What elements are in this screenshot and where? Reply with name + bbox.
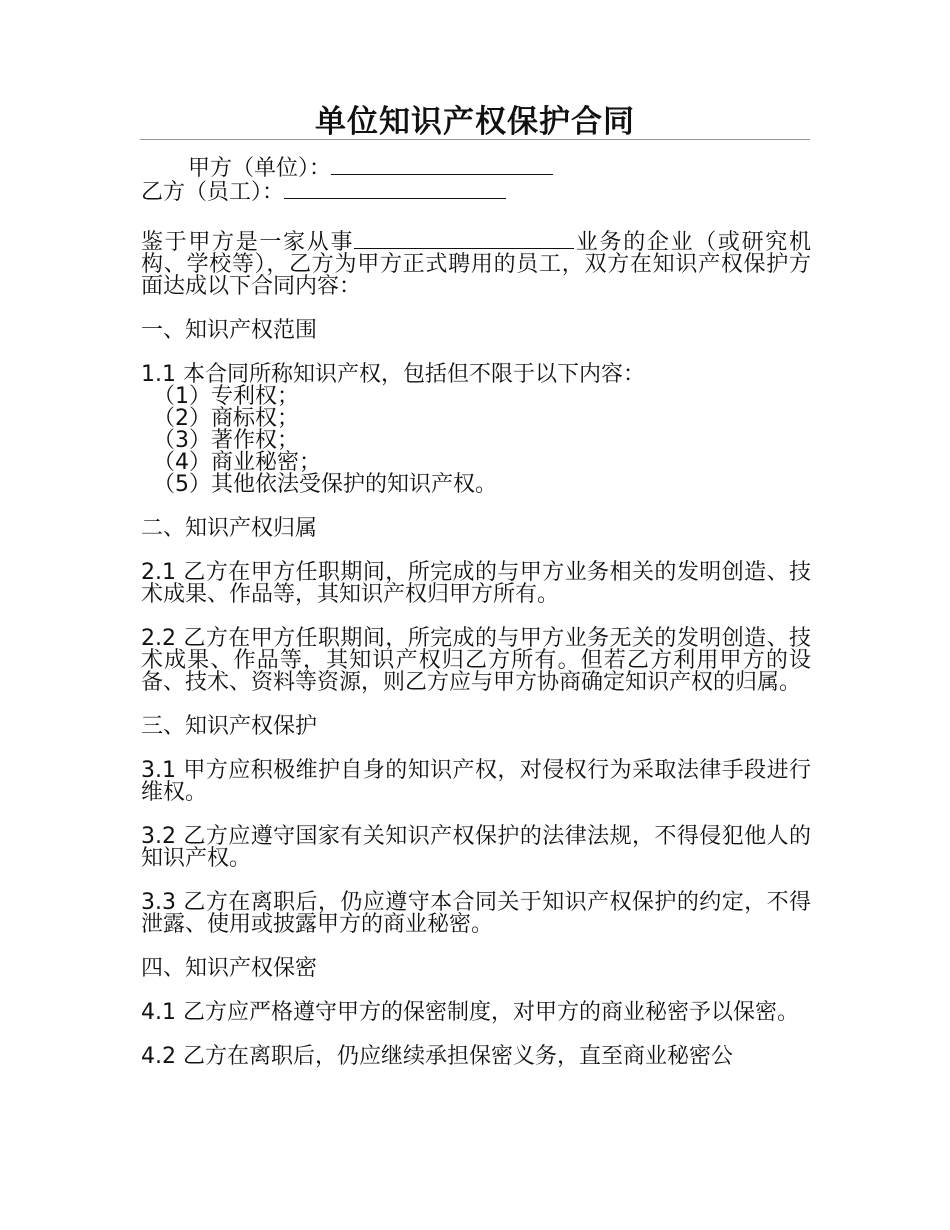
clause-3-1: 3.1 甲方应积极维护自身的知识产权，对侵权行为采取法律手段进行维权。 <box>141 758 811 805</box>
document-body <box>141 156 811 1068</box>
party-a-label: 甲方（单位）： <box>188 156 332 181</box>
ip-scope-list <box>141 386 811 496</box>
section3-heading: 三、知识产权保护 <box>141 714 318 739</box>
clause-4-1: 4.1 乙方应严格遵守甲方的保密制度，对甲方的商业秘密予以保密。 <box>141 1000 799 1025</box>
clause-2-2: 2.2 乙方在甲方任职期间，所完成的与甲方业务无关的发明创造、技术成果、作品等，其知识产权归乙方所有。但若乙方利用甲方的设备、技术、资料等资源，则乙方应与甲方协商确定知识产权的归属。 <box>141 626 811 695</box>
party-b-blank[interactable] <box>284 180 506 199</box>
clause-2-1: 2.1 乙方在甲方任职期间，所完成的与甲方业务相关的发明创造、技术成果、作品等，其知识产权归甲方所有。 <box>141 560 811 607</box>
section4-heading: 四、知识产权保密 <box>141 956 318 981</box>
party-a-blank[interactable] <box>331 156 553 175</box>
clause-4-2: 4.2 乙方在离职后，仍应继续承担保密义务，直至商业秘密公 <box>141 1044 733 1069</box>
party-b-label: 乙方（员工）： <box>141 180 285 205</box>
intro-part2: 业务的企业（或研究机构、学校等），乙方为甲方正式聘用的员工，双方在知识产权保护方面达成以下合同内容： <box>141 230 811 299</box>
section1-heading: 一、知识产权范围 <box>141 318 318 343</box>
clause-3-3: 3.3 乙方在离职后，仍应遵守本合同关于知识产权保护的约定，不得泄露、使用或披露甲方的商业秘密。 <box>141 890 811 937</box>
list-item: （1）专利权； <box>153 384 299 409</box>
clause-1-1: 1.1 本合同所称知识产权，包括但不限于以下内容： <box>141 362 645 387</box>
clause-3-2: 3.2 乙方应遵守国家有关知识产权保护的法律法规，不得侵犯他人的知识产权。 <box>141 824 811 871</box>
list-item: （3）著作权； <box>153 428 299 453</box>
document-title: 单位知识产权保护合同 <box>315 104 635 140</box>
list-item: （4）商业秘密； <box>153 450 321 475</box>
intro-paragraph <box>141 230 811 298</box>
list-item: （2）商标权； <box>153 406 299 431</box>
party-b-line <box>141 180 811 204</box>
party-a-line <box>141 156 811 180</box>
title-underline <box>140 139 810 140</box>
business-blank[interactable] <box>354 230 574 249</box>
section2-heading: 二、知识产权归属 <box>141 516 318 541</box>
list-item: （5）其他依法受保护的知识产权。 <box>153 472 497 497</box>
intro-part1: 鉴于甲方是一家从事 <box>141 230 355 255</box>
